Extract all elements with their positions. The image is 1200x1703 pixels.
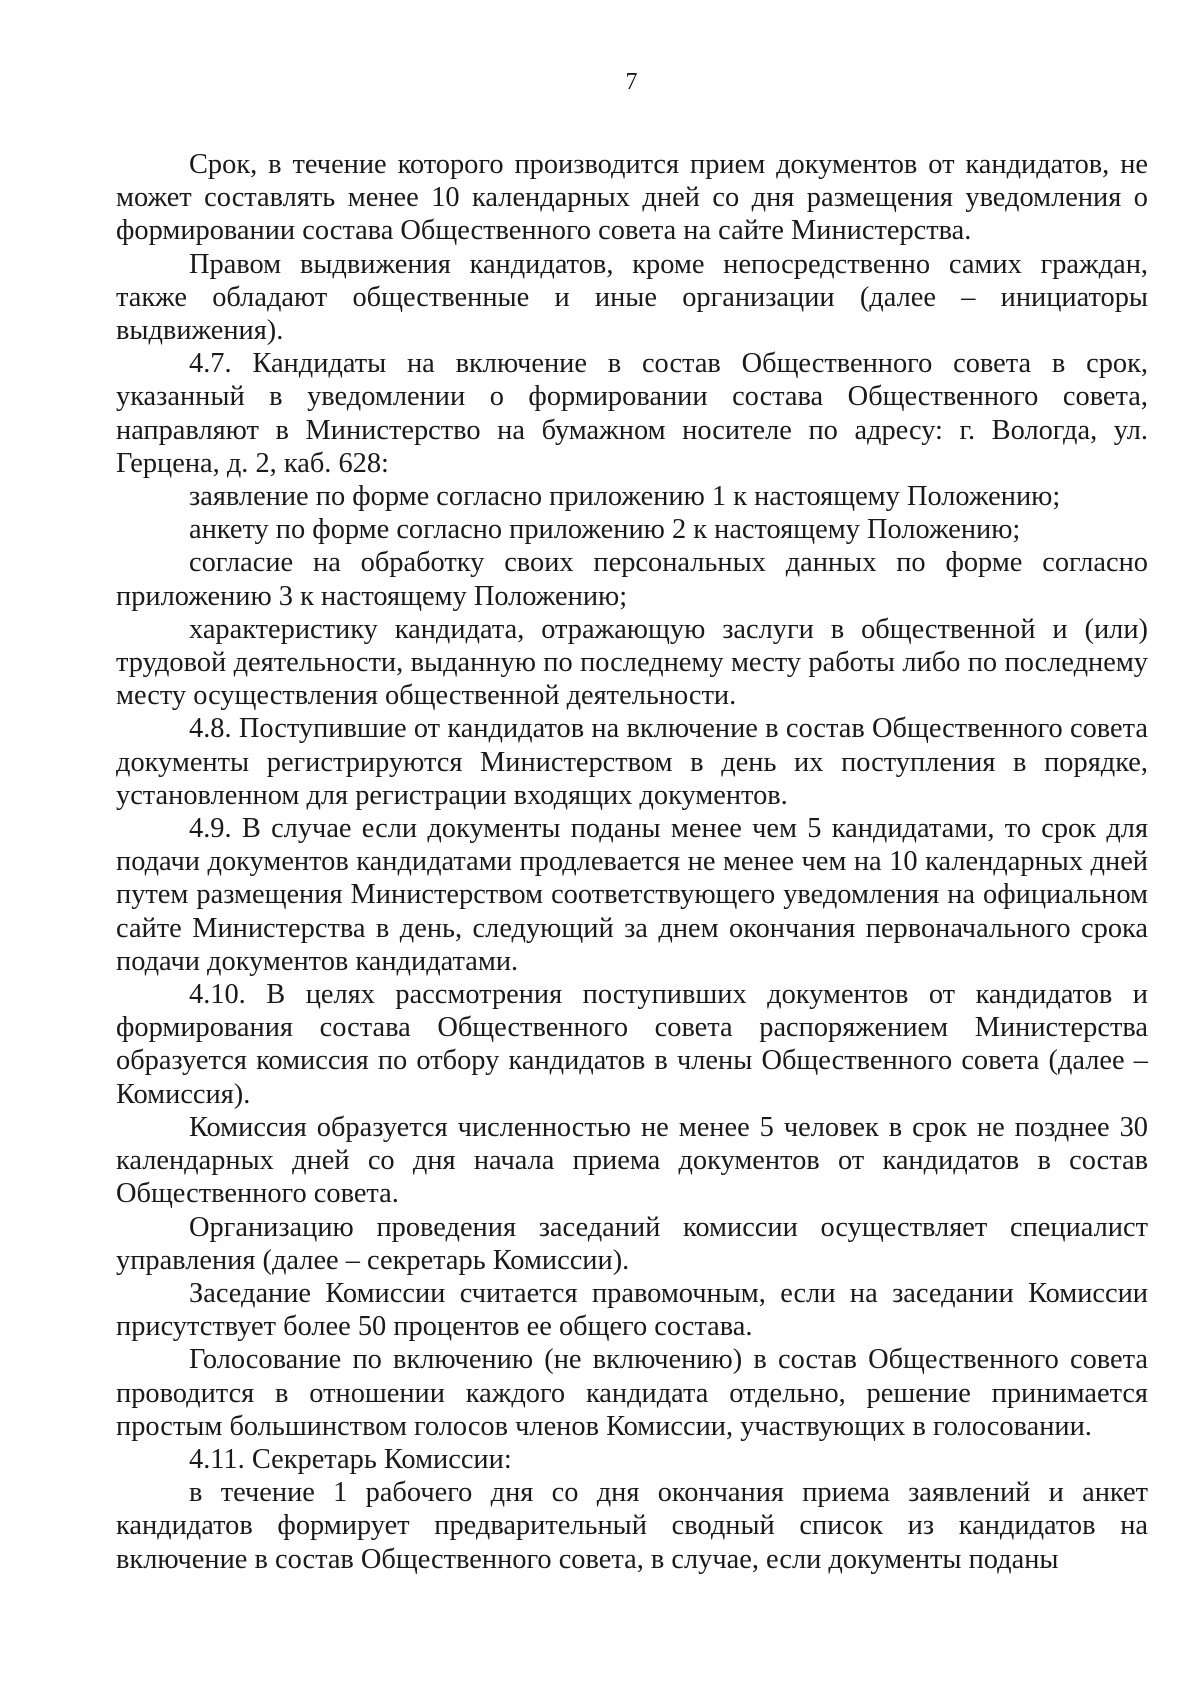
paragraph-application-period: Срок, в течение которого производится прием документов от кандидатов, не может составлять менее 10 календарных дней со дня размещения уведомления о формировании состава Общественного совета на сайте Министерства.	[116, 149, 1148, 247]
paragraph-quorum: Заседание Комиссии считается правомочным, если на заседании Комиссии присутствует более 50 процентов ее общего состава.	[116, 1277, 1148, 1343]
paragraph-commission-secretary: Организацию проведения заседаний комиссии осуществляет специалист управления (далее – секретарь Комиссии).	[116, 1211, 1148, 1276]
paragraph-nomination-right: Правом выдвижения кандидатов, кроме непосредственно самих граждан, также обладают общественные и иные организации (далее – инициаторы выдвижения).	[116, 248, 1148, 347]
paragraph-4-9: 4.9. В случае если документы поданы менее чем 5 кандидатами, то срок для подачи документов кандидатами продлевается не менее чем на 10 календарных дней путем размещения Министерством соответствующего уведомления на официальном сайте Министерства в день, следующий за днем окончания первоначального срока подачи документов кандидатами.	[116, 813, 1148, 977]
paragraph-4-8: 4.8. Поступившие от кандидатов на включение в состав Общественного совета документы регистрируются Министерством в день их поступления в порядке, установленном для регистрации входящих документов.	[116, 713, 1148, 811]
list-item-consent: согласие на обработку своих персональных данных по форме согласно приложению 3 к настоящему Положению;	[116, 547, 1148, 612]
list-item-application: заявление по форме согласно приложению 1 к настоящему Положению;	[189, 481, 1061, 513]
paragraph-commission-size: Комиссия образуется численностью не менее 5 человек в срок не позднее 30 календарных дней со дня начала приема документов от кандидатов в состав Общественного совета.	[116, 1111, 1148, 1210]
list-item-reference: характеристику кандидата, отражающую заслуги в общественной и (или) трудовой деятельности, выданную по последнему месту работы либо по последнему месту осуществления общественной деятельности.	[116, 613, 1148, 712]
paragraph-voting: Голосование по включению (не включению) в состав Общественного совета проводится в отношении каждого кандидата отдельно, решение принимается простым большинством голосов членов Комиссии, участвующих в голосовании.	[116, 1344, 1148, 1442]
page-number: 7	[625, 69, 638, 95]
paragraph-preliminary-list: в течение 1 рабочего дня со дня окончания приема заявлений и анкет кандидатов формирует предварительный сводный список из кандидатов на включение в состав Общественного совета, в случае, если документы поданы	[116, 1477, 1148, 1575]
list-item-questionnaire: анкету по форме согласно приложению 2 к настоящему Положению;	[189, 514, 1021, 546]
document-body	[116, 148, 1148, 1576]
paragraph-4-11: 4.11. Секретарь Комиссии:	[189, 1443, 512, 1475]
paragraph-4-10: 4.10. В целях рассмотрения поступивших документов от кандидатов и формирования состава Общественного совета распоряжением Министерства образуется комиссия по отбору кандидатов в члены Общественного совета (далее – Комиссия).	[116, 979, 1148, 1110]
paragraph-4-7: 4.7. Кандидаты на включение в состав Общественного совета в срок, указанный в уведомлении о формировании состава Общественного совета, направляют в Министерство на бумажном носителе по адресу: г. Вологда, ул. Герцена, д. 2, каб. 628:	[116, 348, 1148, 479]
